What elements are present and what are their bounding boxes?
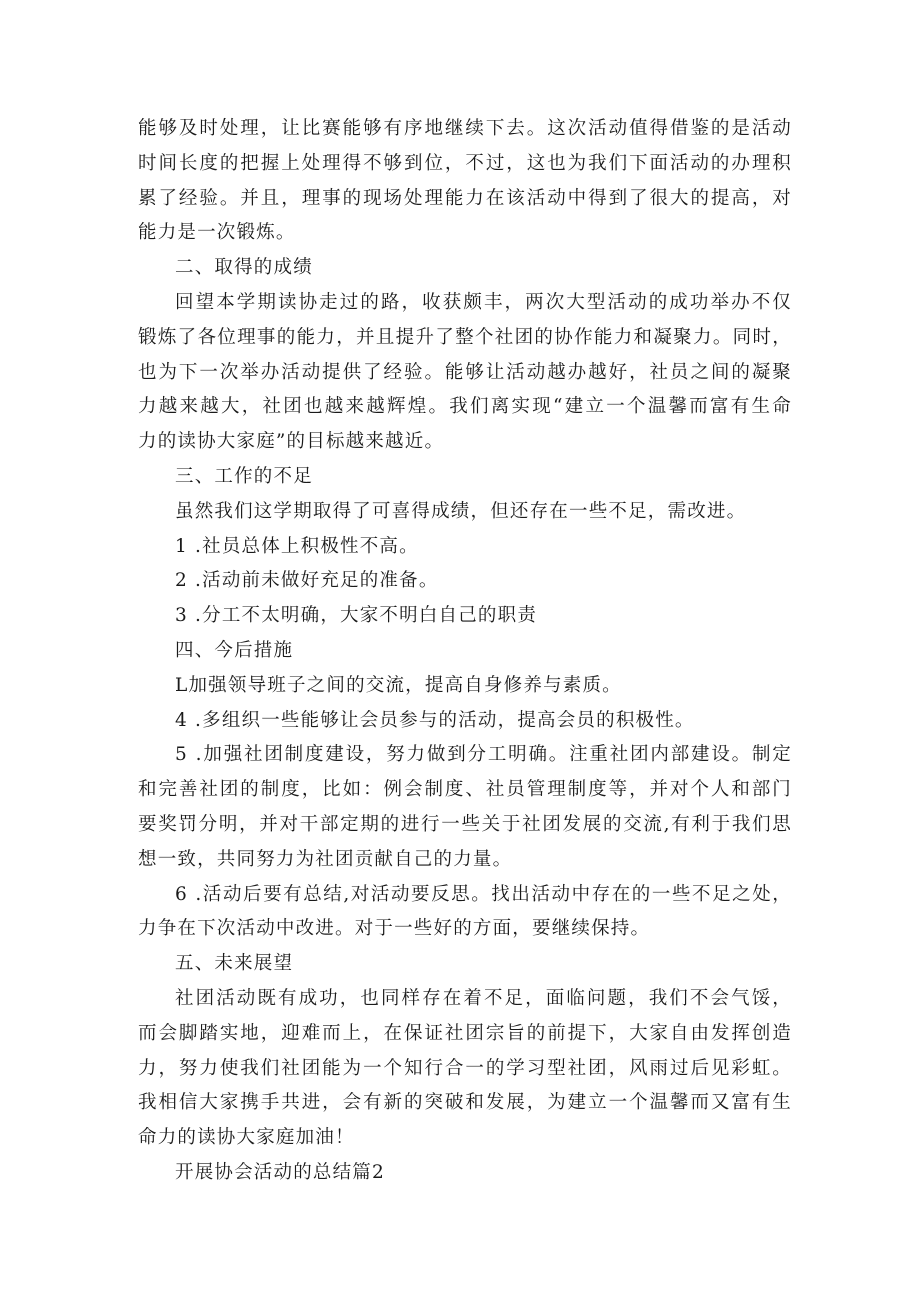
paragraph-line: 累了经验。并且，理事的现场处理能力在该活动中得到了很大的提高，对 [138,187,792,209]
paragraph-line: 和完善社团的制度，比如：例会制度、社员管理制度等，并对个人和部门 [138,779,792,801]
list-item: L加强领导班子之间的交流，提高自身修养与素质。 [175,674,622,696]
list-item: 1 .社员总体上积极性不高。 [175,535,419,557]
paragraph-line: 锻炼了各位理事的能力，并且提升了整个社团的协作能力和凝聚力。同时， [138,326,792,348]
paragraph-line: 能力是一次锻炼。 [138,222,296,244]
article-title: 开展协会活动的总结篇2 [175,1161,385,1183]
section-heading: 四、今后措施 [175,639,294,661]
paragraph-line: 时间长度的把握上处理得不够到位，不过，这也为我们下面活动的办理积 [138,152,792,174]
paragraph-line: 我相信大家携手共进，会有新的突破和发展，为建立一个温馨而又富有生 [138,1092,792,1114]
paragraph-line: 能够及时处理，让比赛能够有序地继续下去。这次活动值得借鉴的是活动 [138,118,792,139]
section-heading: 三、工作的不足 [175,465,313,487]
paragraph-line: 也为下一次举办活动提供了经验。能够让活动越办越好，社员之间的凝聚 [138,361,792,383]
section-heading: 二、取得的成绩 [175,257,313,279]
list-item: 2 .活动前未做好充足的准备。 [175,570,439,592]
list-item: 4 .多组织一些能够让会员参与的活动，提高会员的积极性。 [175,709,695,731]
section-heading: 五、未来展望 [175,953,294,975]
document-page [138,112,792,1191]
paragraph-line: 力争在下次活动中改进。对于一些好的方面，要继续保持。 [138,918,651,940]
paragraph-line: 回望本学期读协走过的路，收获颇丰，两次大型活动的成功举办不仅 [175,291,792,313]
paragraph-line: 而会脚踏实地，迎难而上，在保证社团宗旨的前提下，大家自由发挥创造 [138,1022,792,1044]
paragraph-line: 力越来越大，社团也越来越辉煌。我们离实现“建立一个温馨而富有生命 [138,396,792,418]
paragraph-line: 力的读协大家庭”的目标越来越近。 [138,431,445,453]
paragraph-line: 力，努力使我们社团能为一个知行合一的学习型社团，风雨过后见彩虹。 [138,1057,792,1079]
paragraph-line: 命力的读协大家庭加油！ [138,1127,355,1149]
list-item: 5 .加强社团制度建设，努力做到分工明确。注重社团内部建设。制定 [175,744,792,766]
paragraph-line: 想一致，共同努力为社团贡献自己的力量。 [138,848,513,870]
paragraph-line: 虽然我们这学期取得了可喜得成绩，但还存在一些不足，需改进。 [175,500,747,522]
list-item: 6 .活动后要有总结,对活动要反思。找出活动中存在的一些不足之处， [175,883,792,905]
paragraph-line: 要奖罚分明，并对干部定期的进行一些关于社团发展的交流,有利于我们思 [138,813,792,835]
paragraph-line: 社团活动既有成功，也同样存在着不足，面临问题，我们不会气馁， [175,987,792,1009]
list-item: 3 .分工不太明确，大家不明白自己的职责 [175,605,538,627]
